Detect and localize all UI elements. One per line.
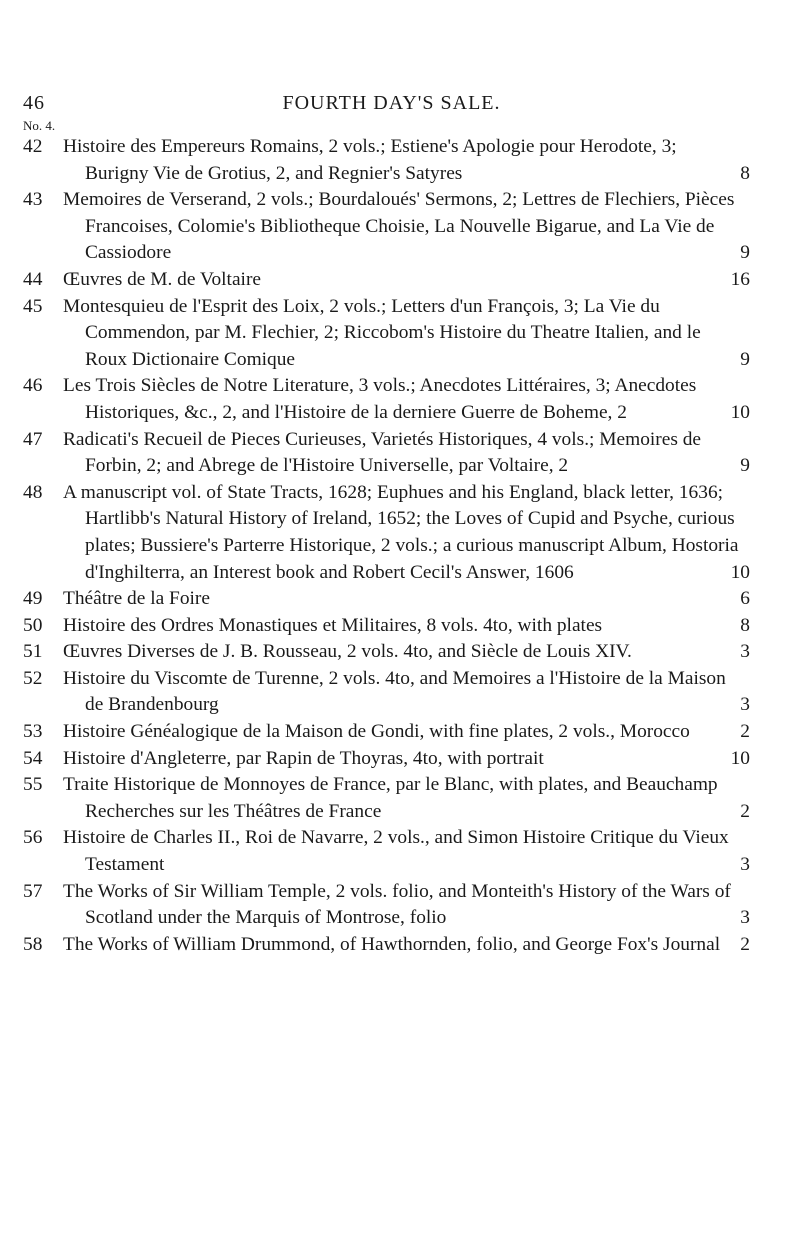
lot-entry: [0, 666, 800, 719]
lot-number: 45: [23, 295, 43, 317]
lot-description-text: Histoire Généalogique de la Maison de Gondi, with fine plates, 2 vols., Morocco: [63, 721, 690, 743]
lot-entry: [0, 772, 800, 825]
lot-description: [63, 134, 740, 187]
lot-description-text: Histoire des Ordres Monastiques et Militaires, 8 vols. 4to, with plates: [63, 614, 603, 636]
lot-description: [63, 932, 740, 959]
lot-description: [63, 373, 740, 426]
lot-entry: [0, 294, 800, 374]
lot-description: [63, 613, 740, 640]
lot-description: [63, 267, 740, 294]
lot-description: [63, 879, 740, 932]
lot-entry: [0, 825, 800, 878]
lot-price: 10: [730, 561, 750, 583]
lot-description-text: The Works of William Drummond, of Hawthornden, folio, and George Fox's Journal: [63, 933, 721, 955]
lot-entry: [0, 613, 800, 640]
lot-number: 50: [23, 614, 43, 636]
lot-description-text: Histoire du Viscomte de Turenne, 2 vols. 4to, and Memoires a l'Histoire de la Maison de Brandenbourg: [63, 667, 726, 716]
lot-price: 3: [740, 641, 750, 663]
lot-price: 16: [730, 268, 750, 290]
lot-description: [63, 772, 740, 825]
lot-entry: [0, 480, 800, 586]
lot-entry: [0, 267, 800, 294]
lot-description-text: A manuscript vol. of State Tracts, 1628; Euphues and his England, black letter, 1636; Hartlibb's Natural History of Ireland, 1652; the Loves of Cupid and Psyche, curious plates; Bussiere's Parterre Historique, 2 vols.; a curious manuscript Album, Hostoria d'Inghilterra, an Interest book and Robert Cecil's Answer, 1606: [63, 481, 739, 583]
lot-description: [63, 666, 740, 719]
lot-number: 57: [23, 880, 43, 902]
lot-price: 2: [740, 800, 750, 822]
lot-number: 42: [23, 136, 43, 157]
lot-description: [63, 427, 740, 480]
lot-description-text: Théâtre de la Foire: [63, 588, 210, 610]
lot-number: 54: [23, 747, 43, 769]
lot-number: 58: [23, 933, 43, 955]
lot-number-label: No. 4.: [23, 118, 56, 133]
lot-price: 3: [740, 694, 750, 716]
lot-description: [63, 586, 740, 613]
lot-price: 2: [740, 933, 750, 955]
lot-entry: [0, 932, 800, 959]
lot-description: [63, 746, 740, 773]
lot-entry: [0, 427, 800, 480]
lot-number: 46: [23, 375, 43, 397]
lot-number: 49: [23, 588, 43, 610]
lot-description: [63, 639, 740, 666]
lot-description-text: Montesquieu de l'Esprit des Loix, 2 vols.; Letters d'un François, 3; La Vie du Commendon, par M. Flechier, 2; Riccobom's Histoire du Theatre Italien, and le Roux Dictionaire Comique: [63, 295, 701, 370]
lot-description-text: Œuvres de M. de Voltaire: [63, 268, 262, 290]
lot-entry: [0, 719, 800, 746]
lot-description-text: Radicati's Recueil de Pieces Curieuses, Varietés Historiques, 4 vols.; Memoires de Forbin, 2; and Abrege de l'Histoire Universelle, par Voltaire, 2: [63, 428, 702, 477]
lot-entry: [0, 134, 800, 187]
lot-description-text: Histoire de Charles II., Roi de Navarre, 2 vols., and Simon Histoire Critique du Vieux Testament: [63, 827, 729, 876]
lot-price: 9: [740, 455, 750, 477]
lot-description-text: Memoires de Verserand, 2 vols.; Bourdaloués' Sermons, 2; Lettres de Flechiers, Pièces Francoises, Colomie's Bibliotheque Choisie, La Nouvelle Bigarue, and La Vie de Cassiodore: [63, 189, 735, 264]
page-number: 46: [23, 92, 45, 114]
lot-price: 9: [740, 348, 750, 370]
lot-number: 43: [23, 189, 43, 211]
lot-number: 48: [23, 481, 43, 503]
lot-description-text: Œuvres Diverses de J. B. Rousseau, 2 vols. 4to, and Siècle de Louis XIV.: [63, 641, 632, 663]
lot-description-text: Histoire des Empereurs Romains, 2 vols.; Estiene's Apologie pour Herodote, 3; Burigny Vie de Grotius, 2, and Regnier's Satyres: [63, 136, 677, 184]
lot-price: 8: [740, 162, 750, 184]
page-header: [23, 92, 760, 116]
lot-description: [63, 719, 740, 746]
lot-price: 10: [730, 401, 750, 423]
lot-list: [0, 134, 800, 958]
lot-entry: [0, 187, 800, 267]
lot-number: 52: [23, 667, 43, 689]
page-title: FOURTH DAY'S SALE.: [282, 92, 501, 114]
lot-price: 3: [740, 854, 750, 876]
lot-entry: [0, 373, 800, 426]
lot-entry: [0, 879, 800, 932]
lot-entry: [0, 639, 800, 666]
lot-description-text: Les Trois Siècles de Notre Literature, 3 vols.; Anecdotes Littéraires, 3; Anecdotes Historiques, &c., 2, and l'Histoire de la derniere Guerre de Boheme, 2: [63, 375, 697, 423]
lot-entry: [0, 746, 800, 773]
lot-price: 2: [740, 721, 750, 743]
lot-price: 10: [730, 747, 750, 769]
lot-description: [63, 825, 740, 878]
lot-number: 44: [23, 268, 43, 290]
lot-description-text: Histoire d'Angleterre, par Rapin de Thoyras, 4to, with portrait: [63, 747, 544, 769]
lot-description-text: The Works of Sir William Temple, 2 vols. folio, and Monteith's History of the Wars of Scotland under the Marquis of Montrose, folio: [63, 880, 731, 929]
lot-price: 8: [740, 614, 750, 636]
lot-number: 47: [23, 428, 43, 450]
lot-description-text: Traite Historique de Monnoyes de France, par le Blanc, with plates, and Beauchamp Recherches sur les Théâtres de France: [63, 774, 718, 822]
lot-description: [63, 294, 740, 374]
lot-description: [63, 480, 740, 586]
lot-number: 55: [23, 774, 43, 796]
lot-description: [63, 187, 740, 267]
lot-number: 56: [23, 827, 43, 849]
lot-price: 3: [740, 907, 750, 929]
lot-number: 51: [23, 641, 43, 663]
lot-number: 53: [23, 721, 43, 743]
lot-price: 6: [740, 588, 750, 610]
lot-price: 9: [740, 242, 750, 264]
lot-entry: [0, 586, 800, 613]
